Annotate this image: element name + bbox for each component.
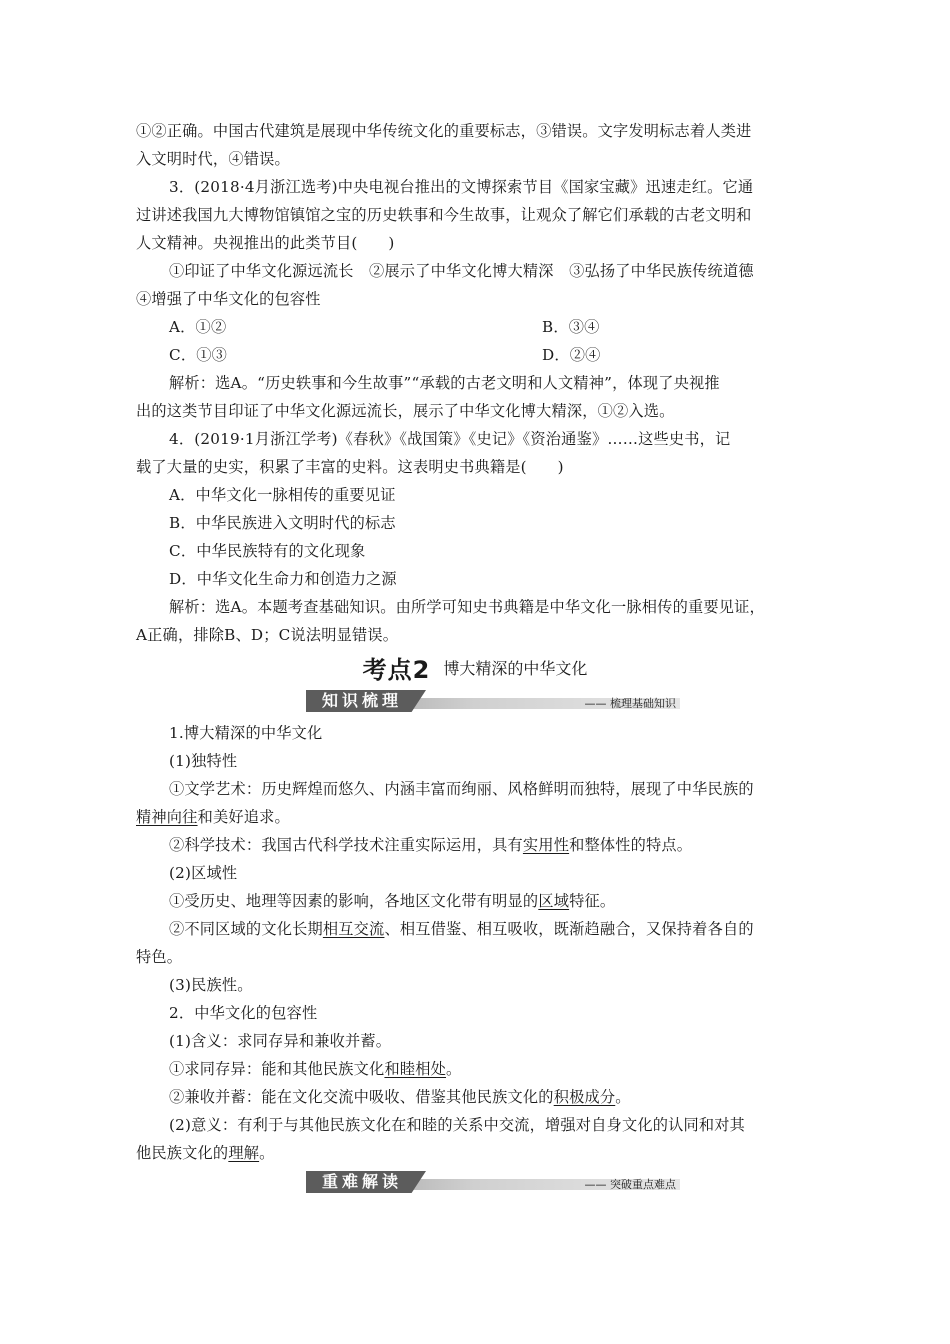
question-3-analysis: 出的这类节目印证了中华文化源远流长，展示了中华文化博大精深，①②入选。	[136, 402, 675, 420]
question-4-option-b: B．中华民族进入文明时代的标志	[169, 514, 396, 532]
question-4-analysis: 解析：选A。本题考查基础知识。由所学可知史书典籍是中华文化一脉相传的重要见证，	[169, 598, 765, 616]
key-term: 积极成分	[553, 1088, 616, 1106]
banner-caption: —— 梳理基础知识	[584, 697, 676, 710]
knowledge-subheading: (3)民族性。	[169, 976, 253, 994]
knowledge-heading: 2．中华文化的包容性	[169, 1004, 318, 1022]
section-subtitle: 博大精深的中华文化	[443, 659, 588, 678]
question-4-analysis: A正确，排除B、D；C说法明显错误。	[136, 626, 399, 644]
knowledge-review-banner	[306, 690, 680, 712]
knowledge-item	[169, 1087, 631, 1107]
text-span: 。	[446, 1060, 462, 1078]
key-term: 理解	[228, 1144, 260, 1162]
text-span: 和美好追求。	[197, 808, 290, 826]
key-difficulty-banner	[306, 1171, 680, 1193]
text-span: 和整体性的特点。	[569, 836, 693, 854]
knowledge-item	[169, 1059, 461, 1079]
question-4-option-d: D．中华文化生命力和创造力之源	[169, 570, 397, 588]
text-span: ②科学技术：我国古代科学技术注重实际运用，具有	[169, 836, 523, 854]
text-span: ①求同存异：能和其他民族文化	[169, 1060, 385, 1078]
key-term: 和睦相处	[384, 1060, 446, 1078]
knowledge-item: 特色。	[136, 948, 183, 966]
knowledge-subheading: (2)区域性	[169, 864, 238, 882]
text-span: ②不同区域的文化长期	[169, 920, 323, 938]
section-title	[0, 650, 950, 685]
question-4-stem: 载了大量的史实，积累了丰富的史料。这表明史书典籍是( )	[136, 458, 564, 476]
text-span: 。	[259, 1144, 275, 1162]
key-term: 相互交流	[322, 920, 385, 938]
text-span: 。	[615, 1088, 631, 1106]
knowledge-item	[136, 807, 290, 827]
question-4-option-a: A．中华文化一脉相传的重要见证	[169, 486, 396, 504]
knowledge-subheading: (1)独特性	[169, 752, 238, 770]
section-number: 考点2	[362, 656, 431, 684]
question-3-stem: 3．(2018·4月浙江选考)中央电视台推出的文博探索节目《国家宝藏》迅速走红。它通	[169, 178, 754, 196]
banner-caption: —— 突破重点难点	[584, 1178, 676, 1191]
text-span: 特征。	[569, 892, 616, 910]
question-3-option-c: C．①③	[169, 346, 227, 364]
knowledge-item: (2)意义：有利于与其他民族文化在和睦的关系中交流，增强对自身文化的认同和对其	[169, 1116, 746, 1134]
question-4-stem: 4．(2019·1月浙江学考)《春秋》《战国策》《史记》《资治通鉴》……这些史书，记	[169, 430, 731, 448]
question-3-option-b: B．③④	[542, 318, 600, 336]
question-3-stem: 人文精神。央视推出的此类节目( )	[136, 234, 395, 252]
question-3-analysis: 解析：选A。“历史轶事和今生故事”“承载的古老文明和人文精神”，体现了央视推	[169, 374, 720, 392]
key-term: 实用性	[522, 836, 570, 854]
knowledge-item: (1)含义：求同存异和兼收并蓄。	[169, 1032, 392, 1050]
text-span: 、相互借鉴、相互吸收，既渐趋融合，又保持着各自的	[384, 920, 754, 938]
question-3-statements: ④增强了中华文化的包容性	[136, 290, 321, 308]
knowledge-item	[169, 891, 615, 911]
question-3-option-d: D．②④	[542, 346, 601, 364]
text-line: 入文明时代，④错误。	[136, 150, 290, 168]
text-line: ①②正确。中国古代建筑是展现中华传统文化的重要标志，③错误。文字发明标志着人类进	[136, 122, 752, 140]
question-4-option-c: C．中华民族特有的文化现象	[169, 542, 366, 560]
question-3-statements: ①印证了中华文化源远流长 ②展示了中华文化博大精深 ③弘扬了中华民族传统道德	[169, 262, 754, 280]
knowledge-item	[169, 919, 754, 939]
question-3-stem: 过讲述我国九大博物馆镇馆之宝的历史轶事和今生故事，让观众了解它们承载的古老文明和	[136, 206, 752, 224]
knowledge-heading: 1.博大精深的中华文化	[169, 724, 323, 742]
key-term: 区域	[538, 892, 570, 910]
knowledge-item	[169, 835, 692, 855]
text-span: 他民族文化的	[136, 1144, 229, 1162]
question-3-option-a: A．①②	[169, 318, 227, 336]
text-span: ①受历史、地理等因素的影响，各地区文化带有明显的	[169, 892, 539, 910]
banner-label: 知识梳理	[322, 691, 403, 710]
key-term: 精神向往	[136, 808, 198, 826]
banner-label: 重难解读	[322, 1172, 403, 1191]
text-span: ②兼收并蓄：能在文化交流中吸收、借鉴其他民族文化的	[169, 1088, 554, 1106]
knowledge-item: ①文学艺术：历史辉煌而悠久、内涵丰富而绚丽、风格鲜明而独特，展现了中华民族的	[169, 780, 754, 798]
knowledge-item	[136, 1143, 275, 1163]
